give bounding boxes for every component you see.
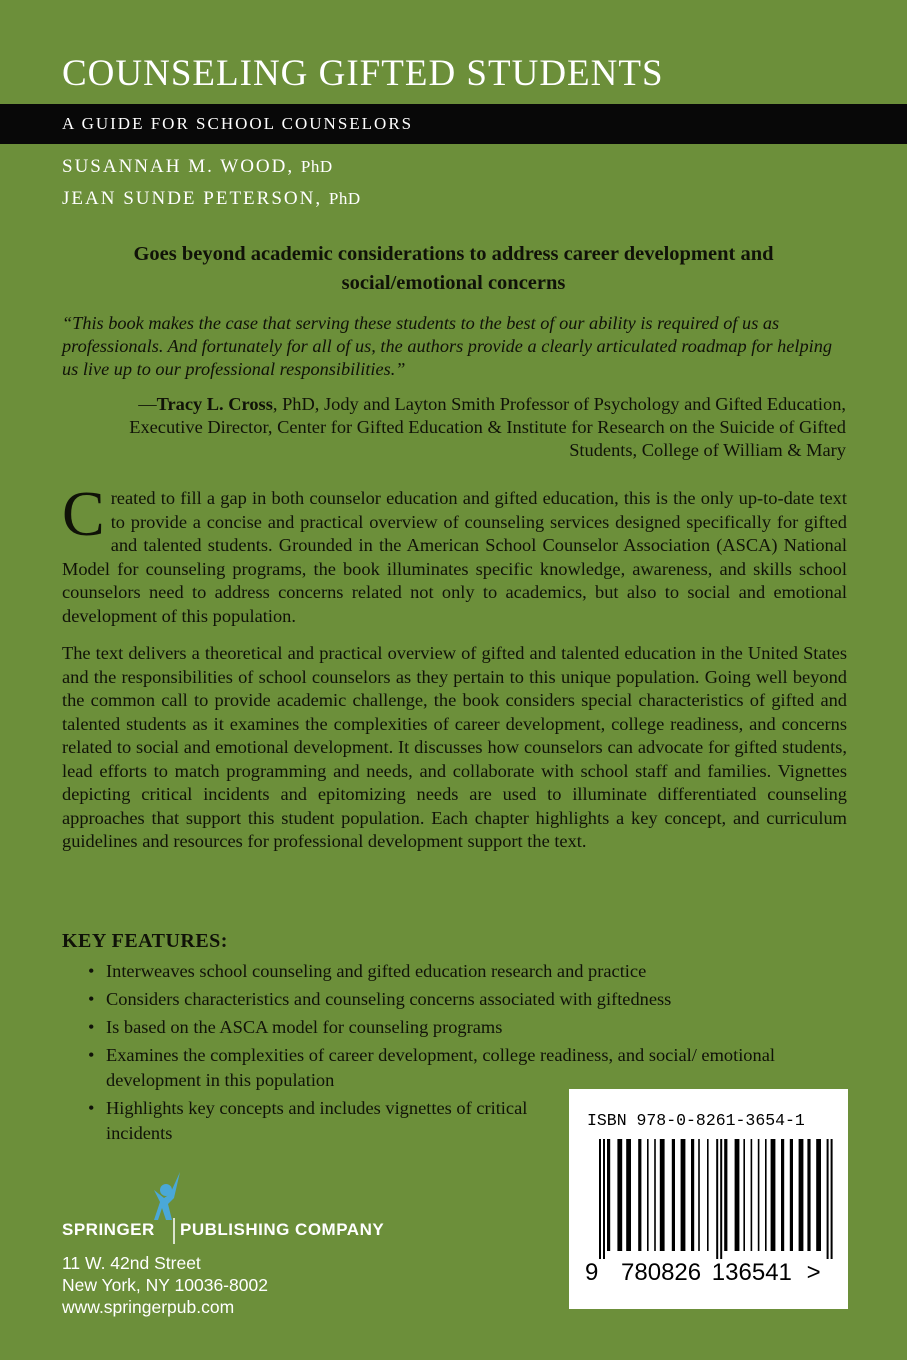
book-title: COUNSELING GIFTED STUDENTS [62, 53, 664, 94]
barcode-bar [626, 1139, 631, 1251]
key-feature-item: • Interweaves school counseling and gifted education research and practice [88, 959, 818, 984]
barcode-bar [831, 1139, 833, 1259]
description-paragraph-2: The text delivers a theoretical and practical overview of gifted and talented education in the United States and the responsibilities of school counselors as they pertain to this unique population. Going well beyond the common call to provide academic challenge, the book considers special characteristics of gifted and talented students as it examines the complexities of career development, college readiness, and concerns related to social and emotional development. It discusses how counselors can advocate for gifted students, lead efforts to match programming and needs, and collaborate with school staff and families. Vignettes depicting critical incidents and epitomizing needs are used to illuminate differentiated counseling approaches that support this student population. Each chapter highlights a key concept, and curriculum guidelines and resources for professional development support the text. [62, 643, 847, 851]
publisher-name-left: SPRINGER [62, 1220, 155, 1239]
barcode-bar [765, 1139, 767, 1251]
author-1 [62, 156, 333, 178]
barcode-bar [654, 1139, 656, 1251]
publisher-address [62, 1252, 268, 1318]
publisher-name-right: PUBLISHING COMPANY [180, 1220, 385, 1239]
ean-first-digit: 9 [585, 1259, 599, 1286]
address-line-2: New York, NY 10036-8002 [62, 1275, 268, 1295]
barcode-bar [691, 1139, 694, 1251]
barcode-bar [743, 1139, 745, 1251]
endorsement-attribution [62, 393, 846, 462]
author-2-name: JEAN SUNDE PETERSON, [62, 188, 323, 209]
barcode-bar [647, 1139, 649, 1251]
barcode-bar [603, 1139, 605, 1259]
key-feature-item: • Highlights key concepts and includes vignettes of critical incidents [88, 1096, 556, 1146]
barcode-bar [638, 1139, 641, 1251]
ean-digits [585, 1259, 835, 1287]
key-feature-item: • Examines the complexities of career development, college readiness, and social/ emotional development in this population [88, 1043, 816, 1093]
endorsement-quote: “This book makes the case that serving these students to the best of our ability is required of us as professionals. And fortunately for all of us, the authors provide a clearly articulated roadmap for helping us live up to our professional responsibilities.” [62, 313, 832, 379]
barcode-bars [579, 1139, 838, 1259]
barcode-bar [660, 1139, 665, 1251]
author-2 [62, 188, 361, 210]
description-paragraph-1 [62, 478, 847, 628]
key-features-title: KEY FEATURES: [62, 930, 228, 952]
drop-cap: C [62, 478, 105, 549]
barcode-bar [720, 1139, 722, 1259]
paragraph-1-text: reated to fill a gap in both counselor education and gifted education, this is the only up-to-date text to provide a concise and practical overview of counseling services designed specifically for gifted and talented students. Grounded in the American School Counselor Association (ASCA) National Model for counseling programs, the book illuminates specific knowledge, awareness, and skills school counselors need to address concerns related not only to academics, but also to social and emotional development of this population. [62, 488, 847, 626]
barcode-bar [724, 1139, 727, 1251]
author-2-degree: PhD [328, 189, 361, 208]
author-1-name: SUSANNAH M. WOOD, [62, 156, 295, 177]
barcode-bar [758, 1139, 760, 1251]
isbn-label: ISBN 978-0-8261-3654-1 [587, 1111, 805, 1130]
attribution-dash: — [138, 394, 157, 414]
key-feature-item: • Considers characteristics and counseling concerns associated with giftedness [88, 987, 818, 1012]
ean-arrow: > [806, 1259, 821, 1286]
ean-left-digits: 780826 [621, 1259, 702, 1286]
barcode-bar [716, 1139, 718, 1259]
barcode-bar [698, 1139, 700, 1251]
barcode-bar [799, 1139, 804, 1251]
endorser-name: Tracy L. Cross [156, 394, 273, 414]
endorser-credentials: , PhD, Jody and Layton Smith Professor of Psychology and Gifted Education, Executive Director, Center for Gifted Education & Institute for Research on the Suicide of Gifted Students, College of William & Mary [129, 394, 846, 460]
barcode-bar [672, 1139, 675, 1251]
barcode-bar [751, 1139, 753, 1251]
barcode-box [569, 1089, 848, 1309]
headline: Goes beyond academic considerations to address career development and social/emotional concerns [133, 243, 774, 294]
key-feature-item: • Is based on the ASCA model for counseling programs [88, 1015, 818, 1040]
publisher-logo [62, 1168, 402, 1248]
barcode-bar [790, 1139, 793, 1251]
author-1-degree: PhD [300, 157, 333, 176]
barcode-bar [707, 1139, 709, 1251]
publisher-website[interactable]: www.springerpub.com [62, 1297, 235, 1317]
barcode-bar [607, 1139, 610, 1251]
barcode-bar [735, 1139, 740, 1251]
barcode-bar [599, 1139, 601, 1259]
barcode-bar [816, 1139, 821, 1251]
barcode-bar [827, 1139, 829, 1259]
barcode-bar [781, 1139, 784, 1251]
book-subtitle: A GUIDE FOR SCHOOL COUNSELORS [62, 114, 414, 133]
barcode-bar [681, 1139, 686, 1251]
address-line-1: 11 W. 42nd Street [62, 1253, 201, 1273]
barcode-bar [807, 1139, 810, 1251]
barcode-bar [771, 1139, 776, 1251]
ean-right-digits: 136541 [711, 1259, 792, 1286]
barcode-bar [617, 1139, 622, 1251]
